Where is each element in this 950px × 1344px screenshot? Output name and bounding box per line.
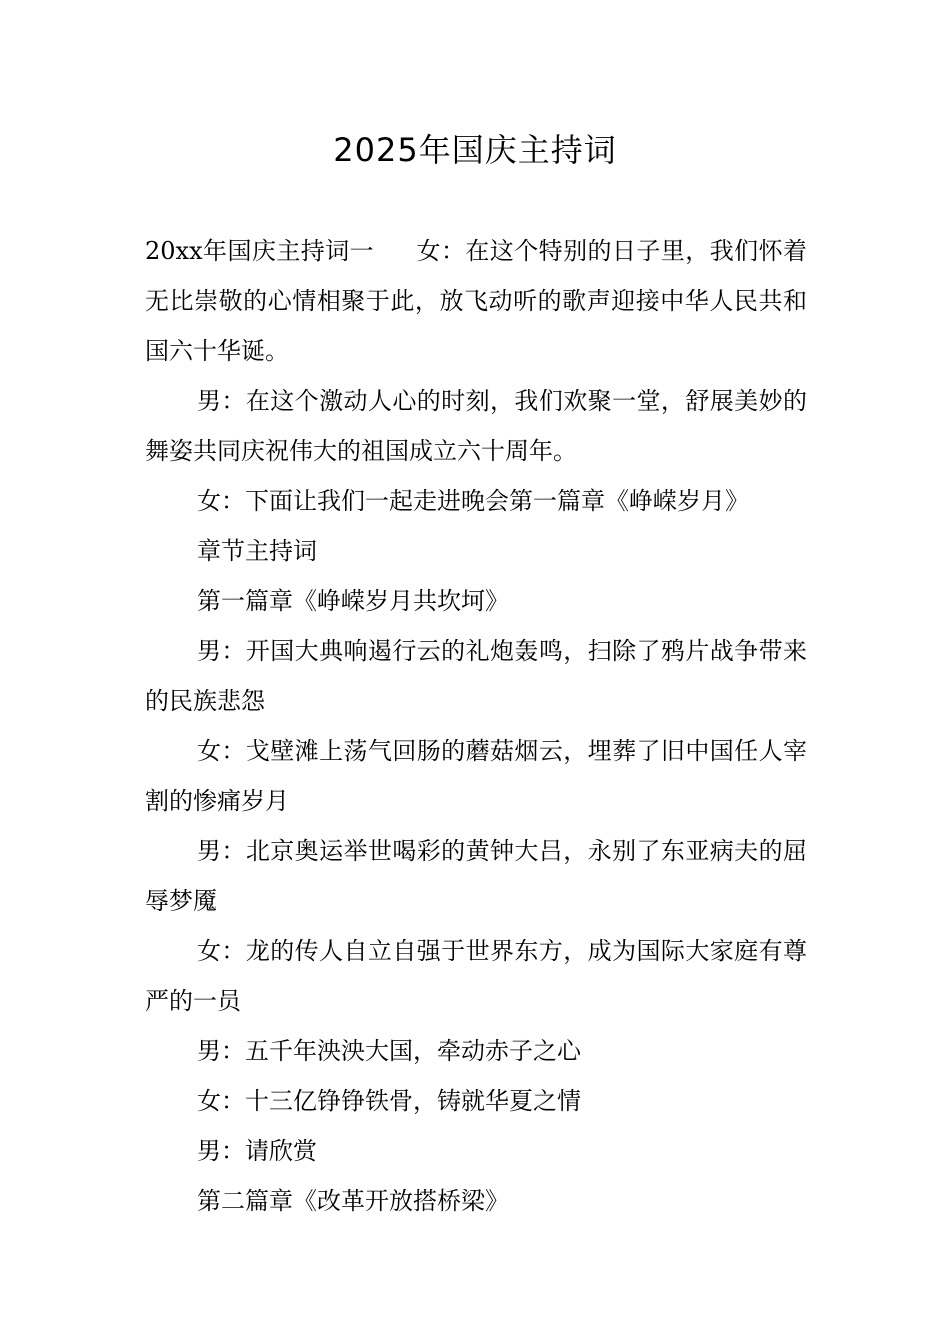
paragraph-11: 男：请欣赏 [197, 1137, 317, 1165]
paragraph-12: 第二篇章《改革开放搭桥梁》 [197, 1187, 509, 1215]
intro-text: 女：在这个特别的日子里，我们怀着无比崇敬的心情相聚于此，放飞动听的歌声迎接中华人民共和国六十华诞。 [145, 237, 808, 365]
paragraph-7: 男：北京奥运举世喝彩的黄钟大吕，永别了东亚病夫的屈辱梦魇 [145, 837, 807, 915]
paragraph-4: 第一篇章《峥嵘岁月共坎坷》 [197, 587, 509, 615]
document-body [145, 226, 807, 1226]
intro-paragraph [145, 226, 807, 376]
paragraph-5: 男：开国大典响遏行云的礼炮轰鸣，扫除了鸦片战争带来的民族悲怨 [145, 637, 807, 715]
paragraph-2: 女：下面让我们一起走进晚会第一篇章《峥嵘岁月》 [197, 487, 749, 515]
paragraph-8: 女：龙的传人自立自强于世界东方，成为国际大家庭有尊严的一员 [145, 937, 807, 1015]
paragraph-9: 男：五千年泱泱大国，牵动赤子之心 [197, 1037, 581, 1065]
paragraph-6: 女：戈壁滩上荡气回肠的蘑菇烟云，埋葬了旧中国任人宰割的惨痛岁月 [145, 737, 807, 815]
paragraph-1: 男：在这个激动人心的时刻，我们欢聚一堂，舒展美妙的舞姿共同庆祝伟大的祖国成立六十周年。 [145, 387, 807, 465]
paragraph-10: 女：十三亿铮铮铁骨，铸就华夏之情 [197, 1087, 581, 1115]
document-title: 2025年国庆主持词 [333, 131, 617, 169]
paragraph-3: 章节主持词 [197, 537, 317, 565]
intro-label: 20xx年国庆主持词一 [145, 237, 375, 265]
